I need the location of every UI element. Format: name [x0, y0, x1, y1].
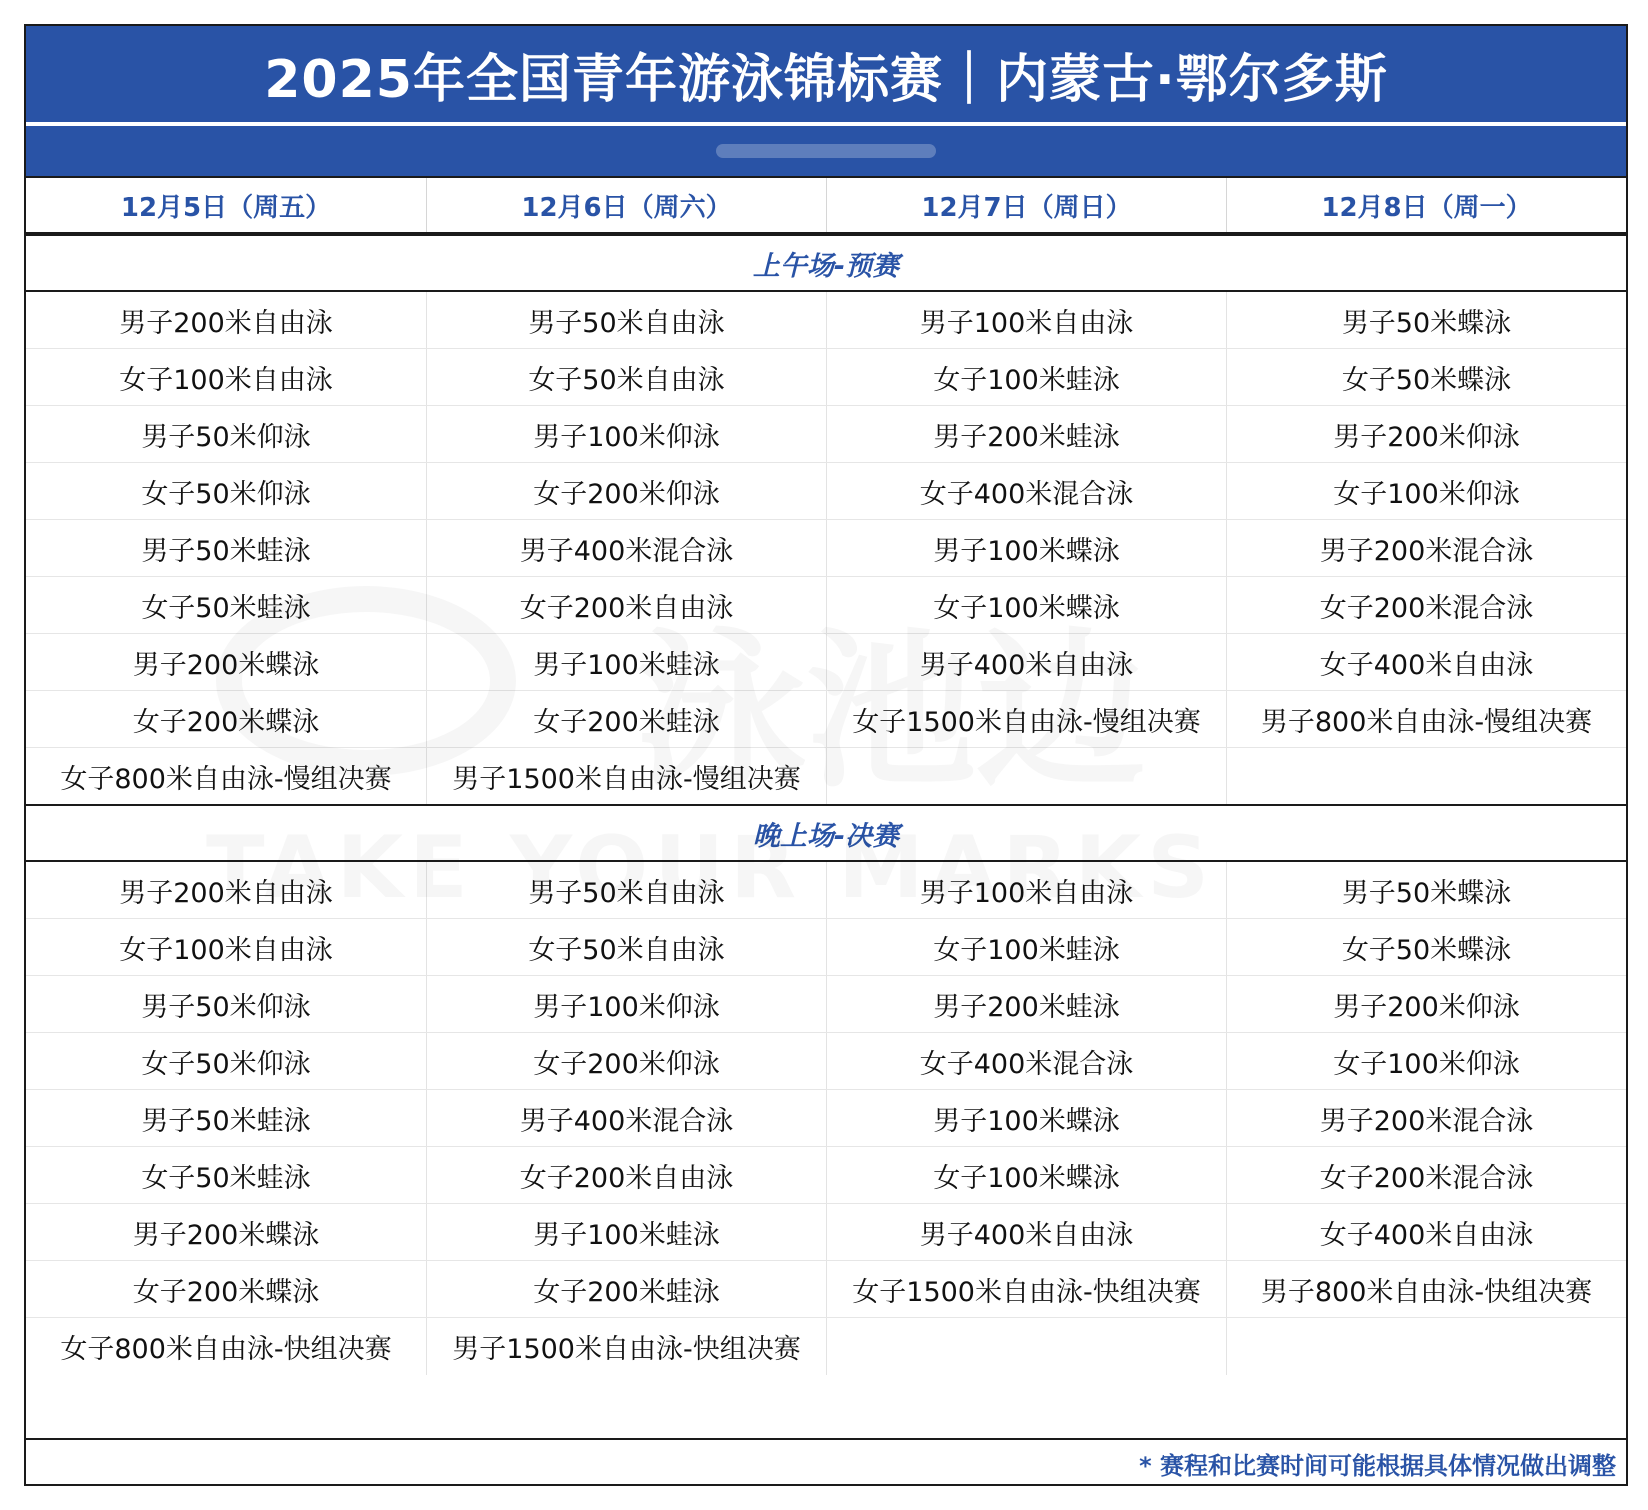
date-header-row: [26, 176, 1626, 234]
event-cell: 男子50米自由泳: [426, 862, 826, 918]
event-cell: 男子50米蛙泳: [141, 535, 311, 567]
event-cell: 女子200米混合泳: [1226, 577, 1626, 633]
event-cell: 男子100米蛙泳: [426, 634, 826, 690]
event-cell: 女子100米蝶泳: [826, 1147, 1226, 1203]
page-title: 2025年全国青年游泳锦标赛｜内蒙古·鄂尔多斯: [26, 26, 1626, 122]
event-cell: 女子100米仰泳: [1226, 1033, 1626, 1089]
event-cell: 男子100米自由泳: [826, 862, 1226, 918]
event-cell: 女子50米自由泳: [426, 349, 826, 405]
event-cell: 女子50米自由泳: [426, 919, 826, 975]
event-cell: 男子200米仰泳: [1226, 976, 1626, 1032]
table-row: [26, 1147, 1626, 1204]
event-cell: 女子50米蛙泳: [141, 1162, 311, 1194]
table-row: [26, 976, 1626, 1033]
date-header-cell: 12月5日（周五）: [120, 192, 332, 223]
event-cell: 女子800米自由泳-快组决赛: [60, 1334, 392, 1365]
table-row: [26, 748, 1626, 805]
event-cell: 女子1500米自由泳-慢组决赛: [826, 691, 1226, 747]
event-cell: 女子100米自由泳: [119, 364, 333, 396]
event-cell: 男子800米自由泳-慢组决赛: [1226, 691, 1626, 747]
event-cell: 男子100米蛙泳: [426, 1204, 826, 1260]
event-cell: 女子200米蝶泳: [132, 706, 320, 738]
event-cell: 女子200米蛙泳: [426, 1261, 826, 1317]
event-cell: 女子200米蝶泳: [132, 1276, 320, 1308]
event-cell: 男子200米蝶泳: [132, 649, 320, 681]
table-row: [26, 1033, 1626, 1090]
event-cell: 男子100米仰泳: [426, 976, 826, 1032]
table-row: [26, 1261, 1626, 1318]
event-cell: 女子50米蝶泳: [1226, 919, 1626, 975]
event-cell: 女子50米仰泳: [141, 478, 311, 510]
event-cell: 男子50米仰泳: [141, 991, 311, 1023]
event-cell: 女子400米自由泳: [1226, 634, 1626, 690]
event-cell: 男子100米仰泳: [426, 406, 826, 462]
event-cell: 女子100米蝶泳: [826, 577, 1226, 633]
event-cell: 女子200米自由泳: [426, 577, 826, 633]
table-row: [26, 919, 1626, 976]
event-cell: 女子200米自由泳: [426, 1147, 826, 1203]
event-cell: 男子200米仰泳: [1226, 406, 1626, 462]
event-cell: 男子100米蝶泳: [826, 520, 1226, 576]
event-cell: 女子100米自由泳: [119, 934, 333, 966]
table-row: [26, 520, 1626, 577]
event-cell: 男子50米蝶泳: [1226, 862, 1626, 918]
event-cell: 男子800米自由泳-快组决赛: [1226, 1261, 1626, 1317]
event-cell: 男子1500米自由泳-慢组决赛: [426, 748, 826, 805]
table-row: [26, 1318, 1626, 1375]
event-cell: 男子1500米自由泳-快组决赛: [426, 1318, 826, 1375]
date-header-cell: 12月7日（周日）: [826, 178, 1226, 232]
event-cell: 男子400米自由泳: [826, 634, 1226, 690]
table-row: [26, 349, 1626, 406]
event-cell: 男子100米蝶泳: [826, 1090, 1226, 1146]
event-cell: 女子400米自由泳: [1226, 1204, 1626, 1260]
event-cell: [1226, 748, 1626, 805]
section-header: 上午场-预赛: [26, 234, 1626, 292]
event-cell: 女子200米仰泳: [426, 463, 826, 519]
event-cell: 女子1500米自由泳-快组决赛: [826, 1261, 1226, 1317]
table-row: [26, 691, 1626, 748]
footnote: * 赛程和比赛时间可能根据具体情况做出调整: [26, 1438, 1626, 1486]
table-row: [26, 634, 1626, 691]
event-cell: 男子200米蛙泳: [826, 406, 1226, 462]
event-cell: [826, 1318, 1226, 1375]
event-cell: 女子50米蛙泳: [141, 592, 311, 624]
table-row: [26, 577, 1626, 634]
event-cell: 男子400米混合泳: [426, 1090, 826, 1146]
event-cell: 女子50米蝶泳: [1226, 349, 1626, 405]
event-cell: 女子100米蛙泳: [826, 919, 1226, 975]
event-cell: 男子200米自由泳: [119, 877, 333, 909]
blurred-subtitle: [716, 144, 936, 158]
event-cell: 男子50米蝶泳: [1226, 292, 1626, 348]
event-cell: 男子200米蝶泳: [132, 1219, 320, 1251]
event-cell: 女子400米混合泳: [826, 1033, 1226, 1089]
section-header: 晚上场-决赛: [26, 804, 1626, 862]
event-cell: 男子100米自由泳: [826, 292, 1226, 348]
table-row: [26, 1090, 1626, 1147]
event-cell: 女子50米仰泳: [141, 1048, 311, 1080]
event-cell: 男子200米混合泳: [1226, 1090, 1626, 1146]
event-cell: [826, 748, 1226, 805]
event-cell: 男子50米仰泳: [141, 421, 311, 453]
event-cell: 女子200米混合泳: [1226, 1147, 1626, 1203]
table-row: [26, 1204, 1626, 1261]
date-header-cell: 12月8日（周一）: [1226, 178, 1626, 232]
event-cell: 女子100米仰泳: [1226, 463, 1626, 519]
event-cell: [1226, 1318, 1626, 1375]
table-row: [26, 463, 1626, 520]
table-row: [26, 862, 1626, 919]
event-cell: 男子200米蛙泳: [826, 976, 1226, 1032]
subtitle-bar: [26, 124, 1626, 176]
event-cell: 男子200米混合泳: [1226, 520, 1626, 576]
table-row: [26, 292, 1626, 349]
event-cell: 男子50米自由泳: [426, 292, 826, 348]
table-row: [26, 406, 1626, 463]
event-cell: 女子800米自由泳-慢组决赛: [60, 764, 392, 795]
event-cell: 女子200米蛙泳: [426, 691, 826, 747]
date-header-cell: 12月6日（周六）: [426, 178, 826, 232]
event-cell: 女子100米蛙泳: [826, 349, 1226, 405]
event-cell: 男子400米自由泳: [826, 1204, 1226, 1260]
event-cell: 男子200米自由泳: [119, 307, 333, 339]
event-cell: 男子50米蛙泳: [141, 1105, 311, 1137]
schedule-sheet: [24, 24, 1628, 1486]
event-cell: 男子400米混合泳: [426, 520, 826, 576]
event-cell: 女子200米仰泳: [426, 1033, 826, 1089]
event-cell: 女子400米混合泳: [826, 463, 1226, 519]
